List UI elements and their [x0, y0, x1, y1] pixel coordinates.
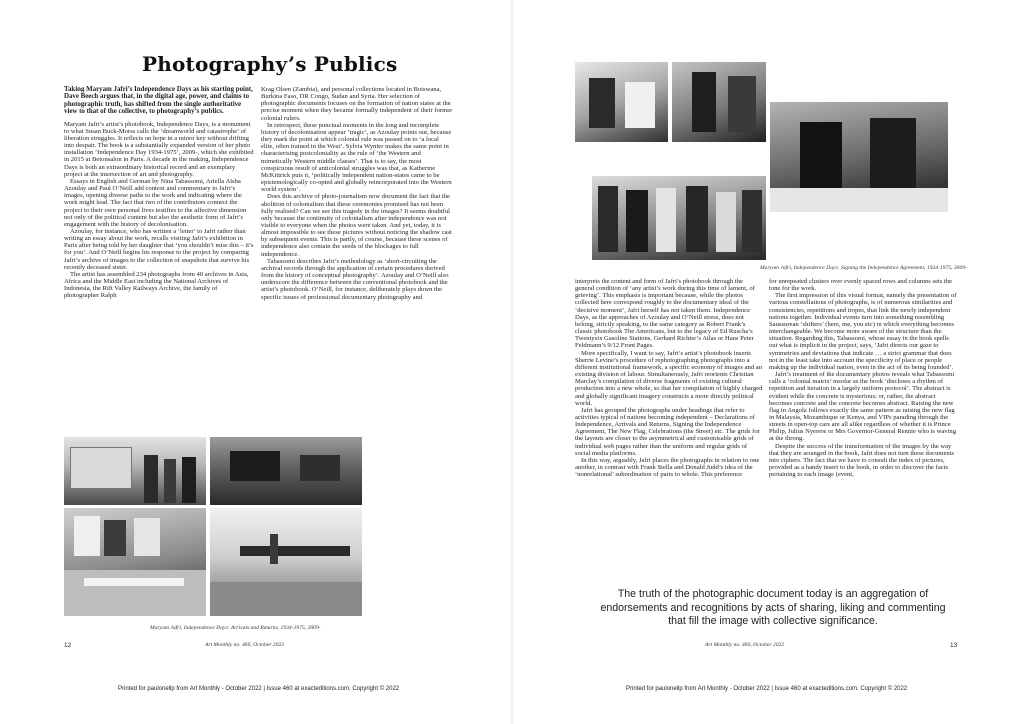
- text-column-2: [261, 86, 453, 426]
- paragraph: Does this archive of photo-journalism now document the fact that the abolition of colonialism that these ceremonies promised has not been fully realised? Can we see this tragedy in the images? It seems doubtful only because the continuity of colonialism after independence was not visible to everyone when the photos were taken. And yet, today, it is almost impossible to see these pictures without noticing the shadow cast by subsequent events. This is partly, of course, because these scenes of independence also contain the seeds of the blockages to full independence.: [261, 193, 452, 258]
- left-photo-caption: Maryam Jafri, Independence Days: Arrivals and Returns, 1934-1975, 2009-: [150, 625, 321, 631]
- text-column-3: [575, 278, 763, 578]
- paragraph: Despite the success of the transformation of the images by the way that they are arranged in the book, Jafri does not turn these documents into ciphers. The fact that we have to consult the index of pictures, provided as a handy insert to the book, in order to discover the facts pertaining to each image (event,: [769, 442, 955, 479]
- right-photo-caption: Maryam Jafri, Independence Days: Signing the Independence Agreement, 1934-1975, 2009-: [760, 265, 967, 271]
- page-number-left: 12: [64, 642, 72, 649]
- photo-signing-ceremony-1: [575, 62, 668, 142]
- print-notice-right: Printed for paulonellp from Art Monthly - October 2022 | Issue 460 at exacteditions.com. Copyright © 2022: [626, 686, 908, 692]
- paragraph: In retrospect, these punctual moments in the long and incomplete history of decolonisation appear ‘tragic’, as Azoulay points out, because they mark the point at which colonial rule was passed on to ‘a local elite, often trained in the West’. Sylvia Wynter makes the same point in characterising postcoloniality as the rule of ‘the Western and mimetically Western middle classes’. That is to say, the most conspicuous result of anticolonial struggles was that, as Katherine McKittrick puts it, ‘politically independent nation-states came to be epistemologically co-opted and globally reincorporated into the Western world system’.: [261, 121, 452, 194]
- paragraph: Jafri has grouped the photographs under headings that refer to activities typical of nations becoming independent – Declarations of Independence, Arrivals and Returns, Signing the Independence Agreement, The New Flag, Celebrations (the Street) etc. The grids for the layouts are closer to the asymmetrical and customisable grids of individual web pages rather than the uniform and regular grids of social media platforms.: [575, 406, 760, 457]
- article-title: Photography’s Publics: [142, 52, 398, 76]
- paragraph: More specifically, I want to say, Jafri’s artist’s photobook inserts Sherrie Levine’s procedure of rephotographing photographs into a different institutional framework, a specific economy of images and an existing division of labour. Simultaneously, Jafri reorients Christian Marclay’s compilation of diverse fragments of existing cultural production into a new whole, so that her compilation of highly charged and globally significant imagery constructs a more directly political world.: [575, 349, 763, 407]
- photo-airport-arrival: [64, 437, 206, 505]
- paragraph: Krag Olsen (Zambia), and personal collections located in Botswana, Burkina Faso, DR Congo, Sudan and Syria. Her selection of photographic documents focuses on the formation of nation states at the precise moment when they became formally independent of their former colonial rulers.: [261, 86, 453, 122]
- running-head-right: Art Monthly no. 460, October 2022: [705, 642, 785, 648]
- paragraph: The artist has assembled 234 photographs from 40 archives in Asia, Africa and the Middle East including the National Archives of Indonesia, the Rift Valley Railways Archive, the family of photographer Ralph: [64, 270, 249, 300]
- spread-gutter: [511, 0, 513, 724]
- paragraph: The first impression of this visual format, namely the presentation of various constellations of photographs, is of numerous similarities and consistencies, repetitions and tropes, that link the newly independent nations together. Individual events turn into something resembling Saussurean ‘shifters’ (here, me, you etc) in which everything becomes interchangeable. We become more aware of the structure than the situation. Regarding this, Tabassomi, whose essay in the book spells out what is implicit in the project, says, ‘Jafri directs our gaze to symmetries and deviations that indicate … a strict grammar that does not in the least take into account the specificity of place or people making up the individual nation, even in the act of its being founded’.: [769, 292, 957, 371]
- running-head-left: Art Monthly no. 460, October 2022: [205, 642, 285, 648]
- photo-airplane-runway: [210, 508, 362, 616]
- photo-signing-ceremony-4: [592, 176, 766, 260]
- photo-car-procession: [64, 508, 206, 616]
- paragraph: Azoulay, for instance, who has written a ‘letter’ to Jafri rather than writing an essay about the work, recalls visiting Jafri’s exhibition in Paris after being told by her daughter that ‘you shouldn’t miss this – it’s for you’. And O’Neill begins his response to the project by comparing Jafri’s archive of images to the collection of snapshots that survive his recently deceased sister.: [64, 227, 254, 271]
- text-column-1: [64, 86, 254, 426]
- paragraph: interprets the content and form of Jafri’s photobook through the general condition of ‘any artist’s work during this time of lament, of grieving’. This emphasis is important because, while the photos collected here correspond roughly to the documentary ideal of the ‘decisive moment’, Jafri herself has not taken them. Independence Days, as the approaches of Azoulay and O’Neill stress, does not belong, strictly speaking, to the same category as Robert Frank’s classic photobook The Americans, but to the legacy of Ed Ruscha’s Twentysix Gasoline Stations, Gerhard Richter’s Atlas or Hans Peter Feldmann’s 9/12 Front Pages.: [575, 278, 755, 350]
- paragraph: Maryam Jafri’s artist’s photobook, Independence Days, is a monument to what Susan Buck-Morss calls the ‘dreamworld and catastrophe’ of liberation struggles. It reflects on hope in a minor key without drifting into despair. The book is a substantially expanded version of her photo installation ‘Independence Day 1934-1975’, 2009-, which she exhibited in 2015 at Betonsalon in Paris. A decade in the making, Independence Days is both an extraordinary historical record and an exemplary project at the intersection of art and photography.: [64, 120, 254, 178]
- paragraph: Essays in English and German by Nina Tabassomi, Ariella Aïsha Azoulay and Paul O’Neill add context and commentary to Jafri’s images, opening diverse paths to the work and indicating where the work might lead. The fact that two of the contributors connect the project to their own personal lives testifies to the affective dimension not only of the political content but also the aesthetic form of Jafri’s engagement with the history of decolonisation.: [64, 177, 247, 228]
- photo-signing-ceremony-2: [672, 62, 766, 142]
- standfirst: Taking Maryam Jafri’s Independence Days as his starting point, Dave Beech argues that, in the digital age, power, and claims to photographic truth, has shifted from the single authoritative view to that of the collective, to photography’s publics.: [64, 86, 253, 116]
- paragraph: Tabassomi describes Jafri’s methodology as ‘short-circuiting the archival records through the application of certain procedures derived from the history of conceptual photography’. Azoulay and O’Neill also underscore the difference between the conventional photobook and the artist’s photobook. O’Neill, for instance, deliberately plays down the specific issues of professional documentary photography and: [261, 257, 449, 301]
- paragraph: for unrepeated clusters over evenly spaced rows and columns sets the tone for the work.: [769, 278, 953, 293]
- text-column-4: [769, 278, 959, 578]
- print-notice-left: Printed for paulonellp from Art Monthly - October 2022 | Issue 460 at exacteditions.com. Copyright © 2022: [118, 686, 400, 692]
- photo-airfield: [210, 437, 362, 505]
- paragraph: Jafri’s treatment of the documentary photos reveals what Tabassomi calls a ‘colonial matrix’ insofar as the book ‘discloses a rhythm of repetition and iteration in a largely uniform protocol’. The abstract is evident while the concrete is mysterious; or, rather, the abstract becomes concrete and the concrete becomes abstract. Raising the new flag in Angola follows exactly the same pattern as raising the new flag in Malaysia, Mozambique or Kenya, and VIPs parading through the streets in open-top cars are all alike regardless of whether it is Prince Philip, Julius Nyerere or Mrs Governor-General Rennie who is waving at the throng.: [769, 371, 957, 443]
- pull-quote: The truth of the photographic document today is an aggregation of endorsements and recognitions by acts of sharing, liking and commenting that fill the image with collective significance.: [600, 588, 946, 628]
- paragraph: In this way, arguably, Jafri places the photographs in relation to one another, in contrast with Frank Stella and Donald Judd’s idea of the ‘nonrelational’ subordination of parts to whole. This preference: [575, 456, 760, 479]
- page-number-right: 13: [950, 642, 958, 649]
- photo-signing-ceremony-3: [770, 102, 948, 212]
